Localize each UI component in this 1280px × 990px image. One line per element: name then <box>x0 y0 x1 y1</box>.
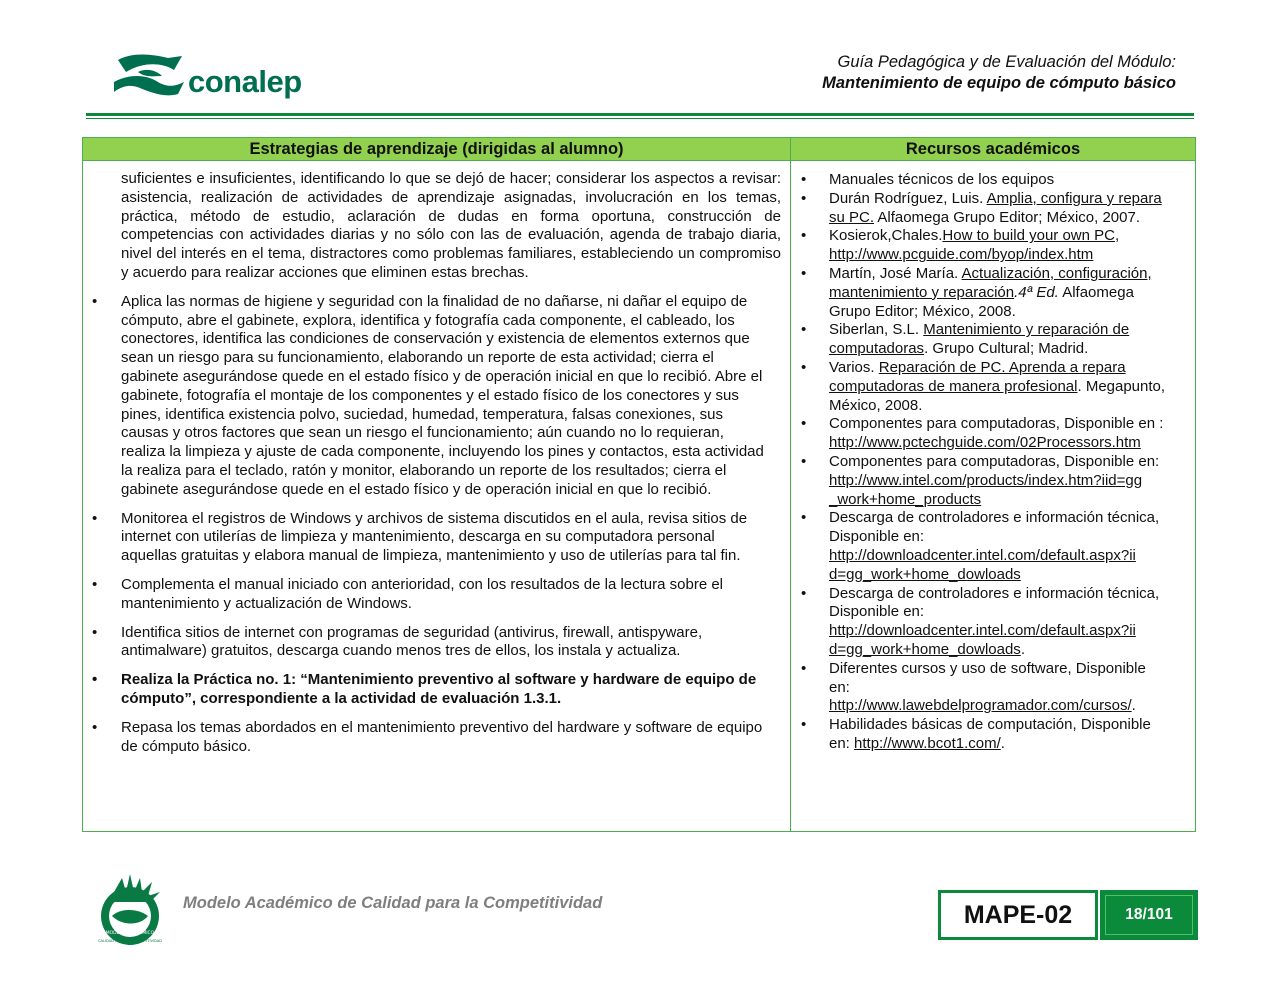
resource-book-link[interactable]: Reparación de PC. Aprenda a repara computadoras de manera profesional <box>829 358 1126 395</box>
resource-url-link[interactable]: http://www.bcot1.com/ <box>854 734 1001 752</box>
bullet-icon: • <box>92 623 98 641</box>
resource-book-link[interactable]: How to build your own PC <box>942 227 1115 245</box>
header-rule-thin <box>86 118 1194 119</box>
strategy-item <box>83 576 771 614</box>
logo-wordmark: conalep <box>188 64 302 99</box>
bullet-icon: • <box>801 415 807 433</box>
resource-item <box>799 716 1169 754</box>
bullet-icon: • <box>801 584 807 602</box>
resource-url-link[interactable]: http://downloadcenter.intel.com/default.aspx?ii <box>829 546 1136 564</box>
bullet-icon: • <box>801 227 807 245</box>
strategy-item-text: Identifica sitios de internet con programas de seguridad (antivirus, firewall, antispyware, antimalware) gratuitos, descarga cuando menos tres de ellos, los instala y actualiza. <box>121 623 703 660</box>
resource-url-link-cont[interactable]: _work+home_products <box>829 490 982 508</box>
bullet-icon: • <box>801 659 807 677</box>
quality-model-seal <box>92 872 168 946</box>
resource-author: Varios. <box>829 358 879 376</box>
header-rule-thick <box>86 113 1194 116</box>
resource-author: Siberlan, S.L. <box>829 321 924 339</box>
resource-item <box>799 359 1169 415</box>
document-header-title <box>822 52 1176 94</box>
conalep-emblem-icon <box>112 52 186 98</box>
column-divider <box>790 138 791 831</box>
bullet-icon: • <box>801 189 807 207</box>
resource-book-link[interactable]: Actualización, configuración, mantenimiento y reparación <box>829 264 1152 301</box>
document-code-box: MAPE-02 <box>938 890 1098 940</box>
header-title-line-1: Guía Pedagógica y de Evaluación del Módulo: <box>837 53 1176 71</box>
resource-text: Descarga de controladores e información técnica, Disponible en: <box>829 509 1160 546</box>
seal-text-top: MODELO ACADÉMICO <box>105 931 155 936</box>
resources-list <box>799 171 1169 754</box>
bullet-icon: • <box>801 321 807 339</box>
content-table <box>82 137 1196 832</box>
resource-book-link[interactable]: Amplia, configura y repara su PC. <box>829 189 1162 226</box>
resource-publisher: . Megapunto, México, 2008. <box>829 377 1166 414</box>
resource-book-link[interactable]: Mantenimiento y reparación de computadoras <box>829 321 1130 358</box>
strategies-list <box>83 293 790 757</box>
resource-url-link[interactable]: http://www.pctechguide.com/02Processors.htm <box>829 434 1141 452</box>
resource-item <box>799 321 1169 359</box>
resource-punct: . <box>1020 640 1025 658</box>
bullet-icon: • <box>92 575 98 593</box>
resource-item <box>799 585 1169 660</box>
strategy-item-text: Aplica las normas de higiene y seguridad con la finalidad de no dañarse, ni dañar el equipo de cómputo, abre el gabinete, explora, identifica y fotografía cada componente, el cableado, los conectores, identifica las condiciones de conservación y existencia de elementos externos que sean un riesgo para su funcionamiento, elaborando un reporte de esta actividad; cierra el gabinete asegurándose quede en el estado físico y de operación inicial en que lo recibió. Abre el gabinete, fotografía el montaje de los componentes y el estado físico de los conectores y sus pines, identifica existencia polvo, suciedad, humedad, temperatura, falsas conexiones, sus causas y otros factores que sean un riesgo el funcionamiento; aún cuando no lo requieran, realiza la limpieza y ajuste de cada componente, incluyendo los pines y contactos, esta actividad la realiza para el teclado, ratón y monitor, elaborando un reporte de los resultados; cierra el gabinete asegurándose quede en el estado físico y de operación inicial en que lo recibió. <box>121 292 764 498</box>
strategy-item-practice <box>83 671 771 709</box>
strategy-item <box>83 293 771 500</box>
bullet-icon: • <box>92 509 98 527</box>
footer-model-text: Modelo Académico de Calidad para la Competitividad <box>183 894 603 912</box>
bullet-icon: • <box>92 671 98 689</box>
resource-punct: . <box>1000 734 1005 752</box>
conalep-logo <box>112 50 312 106</box>
bullet-icon: • <box>801 358 807 376</box>
resource-item <box>799 660 1169 716</box>
seal-text-bottom: CALIDAD PARA LA COMPETITIVIDAD <box>98 939 162 943</box>
resource-text: Manuales técnicos de los equipos <box>829 171 1055 188</box>
resource-author: Martín, José María. <box>829 264 962 282</box>
bullet-icon: • <box>801 264 807 282</box>
page-number: 18/101 <box>1105 895 1193 935</box>
resource-author: Durán Rodríguez, Luis. <box>829 189 987 207</box>
resource-punct: . <box>1131 697 1136 715</box>
resource-item <box>799 227 1169 265</box>
resource-url-link[interactable]: http://www.lawebdelprogramador.com/cursos/ <box>829 697 1132 715</box>
resource-publisher: Alfaomega Grupo Editor; México, 2007. <box>874 208 1140 226</box>
bullet-icon: • <box>801 452 807 470</box>
strategy-item-text: Monitorea el registros de Windows y archivos de sistema discutidos en el aula, revisa sitios de internet con utilerías de limpieza y mantenimiento, descarga en su computadora personal aquellas gratuitas y elabora manual de limpieza, mantenimiento y uso de utilerías para tal fin. <box>121 509 748 565</box>
strategy-item-text: Repasa los temas abordados en el mantenimiento preventivo del hardware y software de equipo de cómputo básico. <box>121 718 763 755</box>
bullet-icon: • <box>92 292 98 310</box>
resource-url-link[interactable]: http://downloadcenter.intel.com/default.aspx?ii <box>829 622 1136 640</box>
resource-text: Componentes para computadoras, Disponible en: <box>829 452 1160 470</box>
resource-item <box>799 509 1169 584</box>
header-row-rule <box>83 160 1195 161</box>
resource-text: Componentes para computadoras, Disponible en : <box>829 415 1164 433</box>
strategy-item-text: Complementa el manual iniciado con anterioridad, con los resultados de la lectura sobre el mantenimiento y actualización de Windows. <box>121 575 724 612</box>
column-header-strategies: Estrategias de aprendizaje (dirigidas al alumno) <box>83 138 790 160</box>
bullet-icon: • <box>801 509 807 527</box>
resource-edition: .4ª Ed. <box>1014 283 1059 301</box>
header-title-line-2: Mantenimiento de equipo de cómputo básico <box>822 74 1176 92</box>
bullet-icon: • <box>801 171 807 188</box>
strategies-column <box>83 170 790 756</box>
strategy-item <box>83 510 771 566</box>
quality-model-seal-icon <box>92 872 168 946</box>
resource-author: Kosierok,Chales. <box>829 227 943 245</box>
strategy-item <box>83 624 771 662</box>
resource-text: Diferentes cursos y uso de software, Disponible en: <box>829 659 1146 696</box>
strategy-item <box>83 719 771 757</box>
resource-item <box>799 453 1169 509</box>
resource-item <box>799 171 1169 190</box>
resource-url-link[interactable]: http://www.pcguide.com/byop/index.htm <box>829 246 1094 264</box>
resource-url-link[interactable]: http://www.intel.com/products/index.htm?iid=gg <box>829 471 1143 489</box>
resource-publisher: . Grupo Cultural; Madrid. <box>924 340 1089 358</box>
resource-item <box>799 265 1169 321</box>
column-header-resources: Recursos académicos <box>791 138 1195 160</box>
resource-publisher: Alfaomega Grupo Editor; México, 2008. <box>829 283 1134 320</box>
bullet-icon: • <box>92 718 98 736</box>
resource-punct: , <box>1114 227 1120 245</box>
resource-item <box>799 190 1169 228</box>
page-number-box <box>1100 890 1198 940</box>
resource-url-link-cont[interactable]: d=gg_work+home_dowloads <box>829 565 1021 583</box>
resource-item <box>799 415 1169 453</box>
bullet-icon: • <box>801 716 807 734</box>
strategy-item-text: Realiza la Práctica no. 1: “Mantenimiento preventivo al software y hardware de equipo de cómputo”, correspondiente a la actividad de evaluación 1.3.1. <box>121 671 757 707</box>
resources-column <box>799 171 1169 754</box>
resource-text: Descarga de controladores e información técnica, Disponible en: <box>829 584 1160 621</box>
strategies-intro-paragraph: suficientes e insuficientes, identificando lo que se dejó de hacer; considerar los aspectos a revisar: asistencia, realización de actividades de aprendizaje asignadas, involucración en los temas, práctica, método de estudio, aclaración de dudas en forma oportuna, construcción de competencias con actividades diarias y no sólo con las de evaluación, agenda de trabajo diaria, nivel del interés en el tema, distractores como problemas familiares, estableciendo un compromiso y acuerdo para realizar acciones que eliminen estas brechas. <box>121 170 781 281</box>
resource-text: Habilidades básicas de computación, Disponible en: <box>829 716 1151 752</box>
resource-url-link-cont[interactable]: d=gg_work+home_dowloads <box>829 640 1021 658</box>
